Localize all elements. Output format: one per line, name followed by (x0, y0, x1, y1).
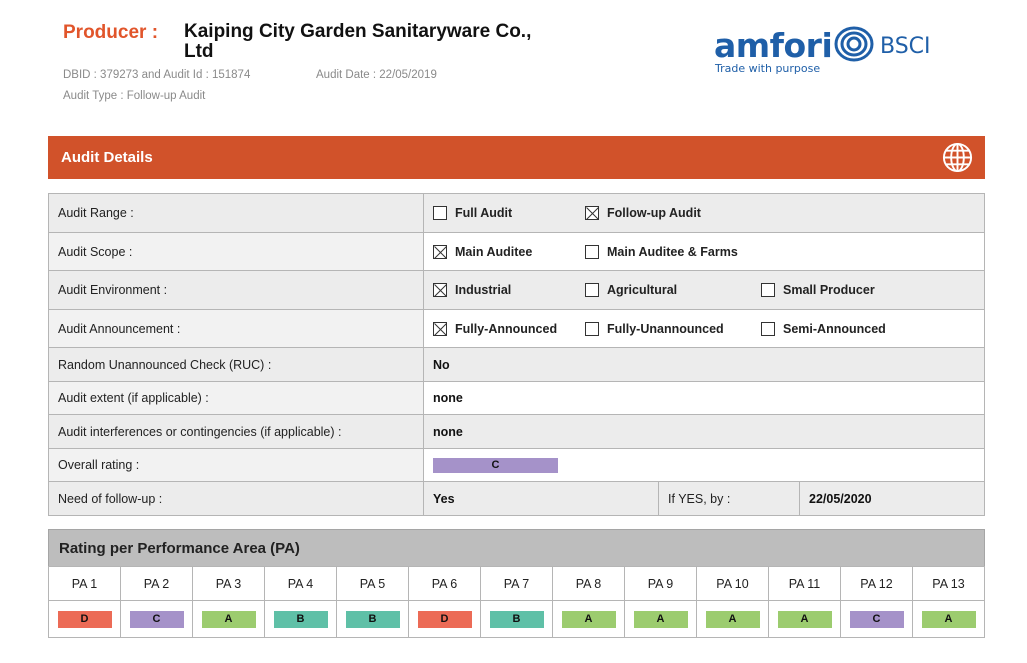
follow-up-label: Need of follow-up : (49, 482, 424, 516)
ruc-label: Random Unannounced Check (RUC) : (49, 348, 424, 382)
pa-2-label: PA 2 (121, 567, 193, 601)
section-title: Audit Details (61, 149, 153, 166)
pa-8-grade-cell (553, 601, 625, 638)
audit-extent-row (49, 382, 985, 415)
audit-date: Audit Date : 22/05/2019 (316, 69, 437, 81)
audit-extent-label: Audit extent (if applicable) : (49, 382, 424, 415)
amfori-mark-icon (832, 26, 876, 62)
pa-13-label: PA 13 (913, 567, 985, 601)
audit-scope-options (424, 233, 985, 271)
option-fully-announced[interactable] (433, 322, 585, 336)
audit-announcement-options (424, 310, 985, 348)
pa-5-label: PA 5 (337, 567, 409, 601)
overall-rating-label: Overall rating : (49, 449, 424, 482)
pa-13-grade-cell (913, 601, 985, 638)
pa-7-grade: B (490, 611, 544, 628)
checkbox-semi-announced[interactable] (761, 322, 775, 336)
audit-range-label: Audit Range : (49, 194, 424, 233)
option-small-producer[interactable] (761, 283, 875, 297)
option-main-auditee[interactable] (433, 245, 585, 259)
amfori-bsci-logo (712, 26, 932, 82)
pa-1-grade-cell (49, 601, 121, 638)
option-fully-announced-label: Fully-Announced (455, 321, 558, 336)
audit-interferences-label: Audit interferences or contingencies (if applicable) : (49, 415, 424, 449)
if-yes-by-label: If YES, by : (659, 482, 800, 516)
pa-4-grade: B (274, 611, 328, 628)
pa-13-grade: A (922, 611, 976, 628)
overall-rating-cell (424, 449, 985, 482)
checkbox-small-producer[interactable] (761, 283, 775, 297)
pa-9-label: PA 9 (625, 567, 697, 601)
follow-up-value: Yes (424, 482, 659, 516)
follow-up-date: 22/05/2020 (800, 482, 985, 516)
pa-2-grade-cell (121, 601, 193, 638)
pa-12-label: PA 12 (841, 567, 913, 601)
audit-extent-value: none (424, 382, 985, 415)
audit-announcement-row (49, 310, 985, 348)
overall-rating-badge: C (433, 458, 558, 473)
option-industrial-label: Industrial (455, 283, 512, 297)
pa-9-grade-cell (625, 601, 697, 638)
pa-12-grade-cell (841, 601, 913, 638)
pa-4-label: PA 4 (265, 567, 337, 601)
pa-6-grade-cell (409, 601, 481, 638)
pa-10-grade: A (706, 611, 760, 628)
audit-details-table (48, 193, 985, 516)
pa-8-grade: A (562, 611, 616, 628)
pa-labels-row (49, 567, 985, 601)
audit-scope-row (49, 233, 985, 271)
dbid-audit-id: DBID : 379273 and Audit Id : 151874 (63, 69, 251, 81)
ruc-row (49, 348, 985, 382)
pa-5-grade: B (346, 611, 400, 628)
option-main-auditee-farms-label: Main Auditee & Farms (607, 244, 738, 259)
checkbox-main-auditee-farms[interactable] (585, 245, 599, 259)
pa-6-grade: D (418, 611, 472, 628)
logo-bsci: BSCI (880, 34, 931, 59)
audit-details-header (48, 136, 985, 179)
checkbox-follow-up-audit[interactable] (585, 206, 599, 220)
pa-10-grade-cell (697, 601, 769, 638)
pa-section-title: Rating per Performance Area (PA) (59, 540, 300, 557)
pa-11-grade-cell (769, 601, 841, 638)
ruc-value: No (424, 348, 985, 382)
audit-scope-label: Audit Scope : (49, 233, 424, 271)
checkbox-fully-unannounced[interactable] (585, 322, 599, 336)
pa-12-grade: C (850, 611, 904, 628)
option-small-producer-label: Small Producer (783, 283, 875, 297)
audit-interferences-row (49, 415, 985, 449)
checkbox-full-audit[interactable] (433, 206, 447, 220)
logo-wordmark: amfori (714, 26, 833, 65)
option-fully-unannounced[interactable] (585, 322, 761, 336)
pa-10-label: PA 10 (697, 567, 769, 601)
audit-range-options (424, 194, 985, 233)
logo-tagline: Trade with purpose (715, 62, 821, 75)
pa-2-grade: C (130, 611, 184, 628)
option-fully-unannounced-label: Fully-Unannounced (607, 321, 724, 336)
pa-11-label: PA 11 (769, 567, 841, 601)
pa-6-label: PA 6 (409, 567, 481, 601)
option-semi-announced-label: Semi-Announced (783, 321, 886, 336)
globe-icon (941, 141, 974, 174)
pa-7-grade-cell (481, 601, 553, 638)
producer-label: Producer : (63, 22, 159, 43)
pa-3-label: PA 3 (193, 567, 265, 601)
checkbox-fully-announced[interactable] (433, 322, 447, 336)
pa-section-header (48, 529, 985, 567)
overall-rating-row (49, 449, 985, 482)
checkbox-industrial[interactable] (433, 283, 447, 297)
pa-8-label: PA 8 (553, 567, 625, 601)
audit-range-row (49, 194, 985, 233)
audit-interferences-value: none (424, 415, 985, 449)
audit-type: Audit Type : Follow-up Audit (63, 90, 206, 102)
pa-4-grade-cell (265, 601, 337, 638)
pa-7-label: PA 7 (481, 567, 553, 601)
audit-environment-label: Audit Environment : (49, 271, 424, 310)
pa-grades-row (49, 601, 985, 638)
pa-11-grade: A (778, 611, 832, 628)
option-semi-announced[interactable] (761, 322, 886, 336)
pa-9-grade: A (634, 611, 688, 628)
option-main-auditee-farms[interactable] (585, 245, 738, 259)
audit-announcement-label: Audit Announcement : (49, 310, 424, 348)
option-agricultural[interactable] (585, 283, 761, 297)
audit-environment-options (424, 271, 985, 310)
option-follow-up-audit[interactable] (585, 206, 701, 220)
pa-3-grade-cell (193, 601, 265, 638)
checkbox-agricultural[interactable] (585, 283, 599, 297)
option-full-audit-label: Full Audit (455, 206, 513, 220)
option-full-audit[interactable] (433, 206, 585, 220)
checkbox-main-auditee[interactable] (433, 245, 447, 259)
option-agricultural-label: Agricultural (607, 283, 678, 297)
option-follow-up-audit-label: Follow-up Audit (607, 206, 701, 220)
option-main-auditee-label: Main Auditee (455, 244, 533, 259)
pa-3-grade: A (202, 611, 256, 628)
producer-name: Kaiping City Garden Sanitaryware Co., Ltd (184, 21, 532, 62)
pa-rating-table (48, 566, 985, 638)
pa-1-grade: D (58, 611, 112, 628)
follow-up-row (49, 482, 985, 516)
pa-1-label: PA 1 (49, 567, 121, 601)
pa-5-grade-cell (337, 601, 409, 638)
audit-environment-row (49, 271, 985, 310)
option-industrial[interactable] (433, 283, 585, 297)
